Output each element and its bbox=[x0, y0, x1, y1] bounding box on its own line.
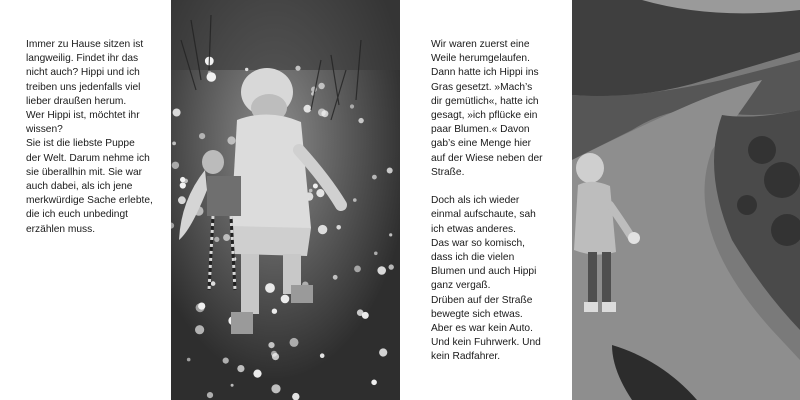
text-line: langweilig. Findet ihr das bbox=[26, 53, 139, 65]
text-line: bewegte sich etwas. bbox=[431, 308, 523, 320]
text-line: erzählen muss. bbox=[26, 223, 96, 235]
text-line: Weile herumgelaufen. bbox=[431, 53, 530, 65]
text-line: dir gemütlich«, hatte ich bbox=[431, 95, 539, 107]
paragraph bbox=[431, 38, 569, 180]
text-line: einmal aufschaute, sah bbox=[431, 209, 536, 221]
text-line: treiben uns jedenfalls viel bbox=[26, 81, 141, 93]
text-line: Aber es war kein Auto. bbox=[431, 323, 533, 335]
right-page-text bbox=[431, 38, 569, 365]
text-line: wissen? bbox=[26, 124, 63, 136]
photo-girl-on-road bbox=[572, 0, 800, 400]
left-page-text bbox=[26, 38, 164, 237]
text-line: lieber draußen herum. bbox=[26, 95, 127, 107]
text-line: auch dabei, als ich jene bbox=[26, 181, 133, 193]
text-line: Doch als ich wieder bbox=[431, 195, 520, 207]
text-line: Gras gesetzt. »Mach’s bbox=[431, 81, 533, 93]
text-line: Drüben auf der Straße bbox=[431, 294, 533, 306]
text-line: sie überallhin mit. Sie war bbox=[26, 166, 143, 178]
text-line: kein Radfahrer. bbox=[431, 351, 501, 363]
text-line: Blumen und auch Hippi bbox=[431, 266, 537, 278]
text-line: ich etwas anderes. bbox=[431, 223, 516, 235]
text-line: nicht auch? Hippi und ich bbox=[26, 67, 140, 79]
text-line: Wer Hippi ist, möchtet ihr bbox=[26, 110, 140, 122]
text-line: auf der Wiese neben der bbox=[431, 152, 543, 164]
text-line: merkwürdige Sache erlebte, bbox=[26, 195, 153, 207]
text-line: der Welt. Darum nehme ich bbox=[26, 152, 150, 164]
text-line: Sie ist die liebste Puppe bbox=[26, 138, 135, 150]
text-line: Das war so komisch, bbox=[431, 237, 525, 249]
photo-girl-with-doll bbox=[171, 0, 400, 400]
meadow-photo-illustration bbox=[171, 0, 400, 400]
text-line: ganz vergaß. bbox=[431, 280, 491, 292]
text-line: Und kein Fuhrwerk. Und bbox=[431, 337, 541, 349]
road-photo-illustration bbox=[572, 0, 800, 400]
text-line: dass ich die vielen bbox=[431, 252, 515, 264]
text-line: Straße. bbox=[431, 166, 465, 178]
text-line: Dann hatte ich Hippi ins bbox=[431, 67, 539, 79]
text-line: paar Blumen.« Davon bbox=[431, 124, 530, 136]
paragraph bbox=[431, 194, 569, 364]
text-line: Wir waren zuerst eine bbox=[431, 39, 530, 50]
text-line: die ich euch unbedingt bbox=[26, 209, 128, 221]
text-line: gab’s eine Menge hier bbox=[431, 138, 532, 150]
text-line: gesagt, »ich pflücke ein bbox=[431, 110, 538, 122]
text-line: Immer zu Hause sitzen ist bbox=[26, 39, 144, 50]
paragraph bbox=[26, 38, 164, 237]
